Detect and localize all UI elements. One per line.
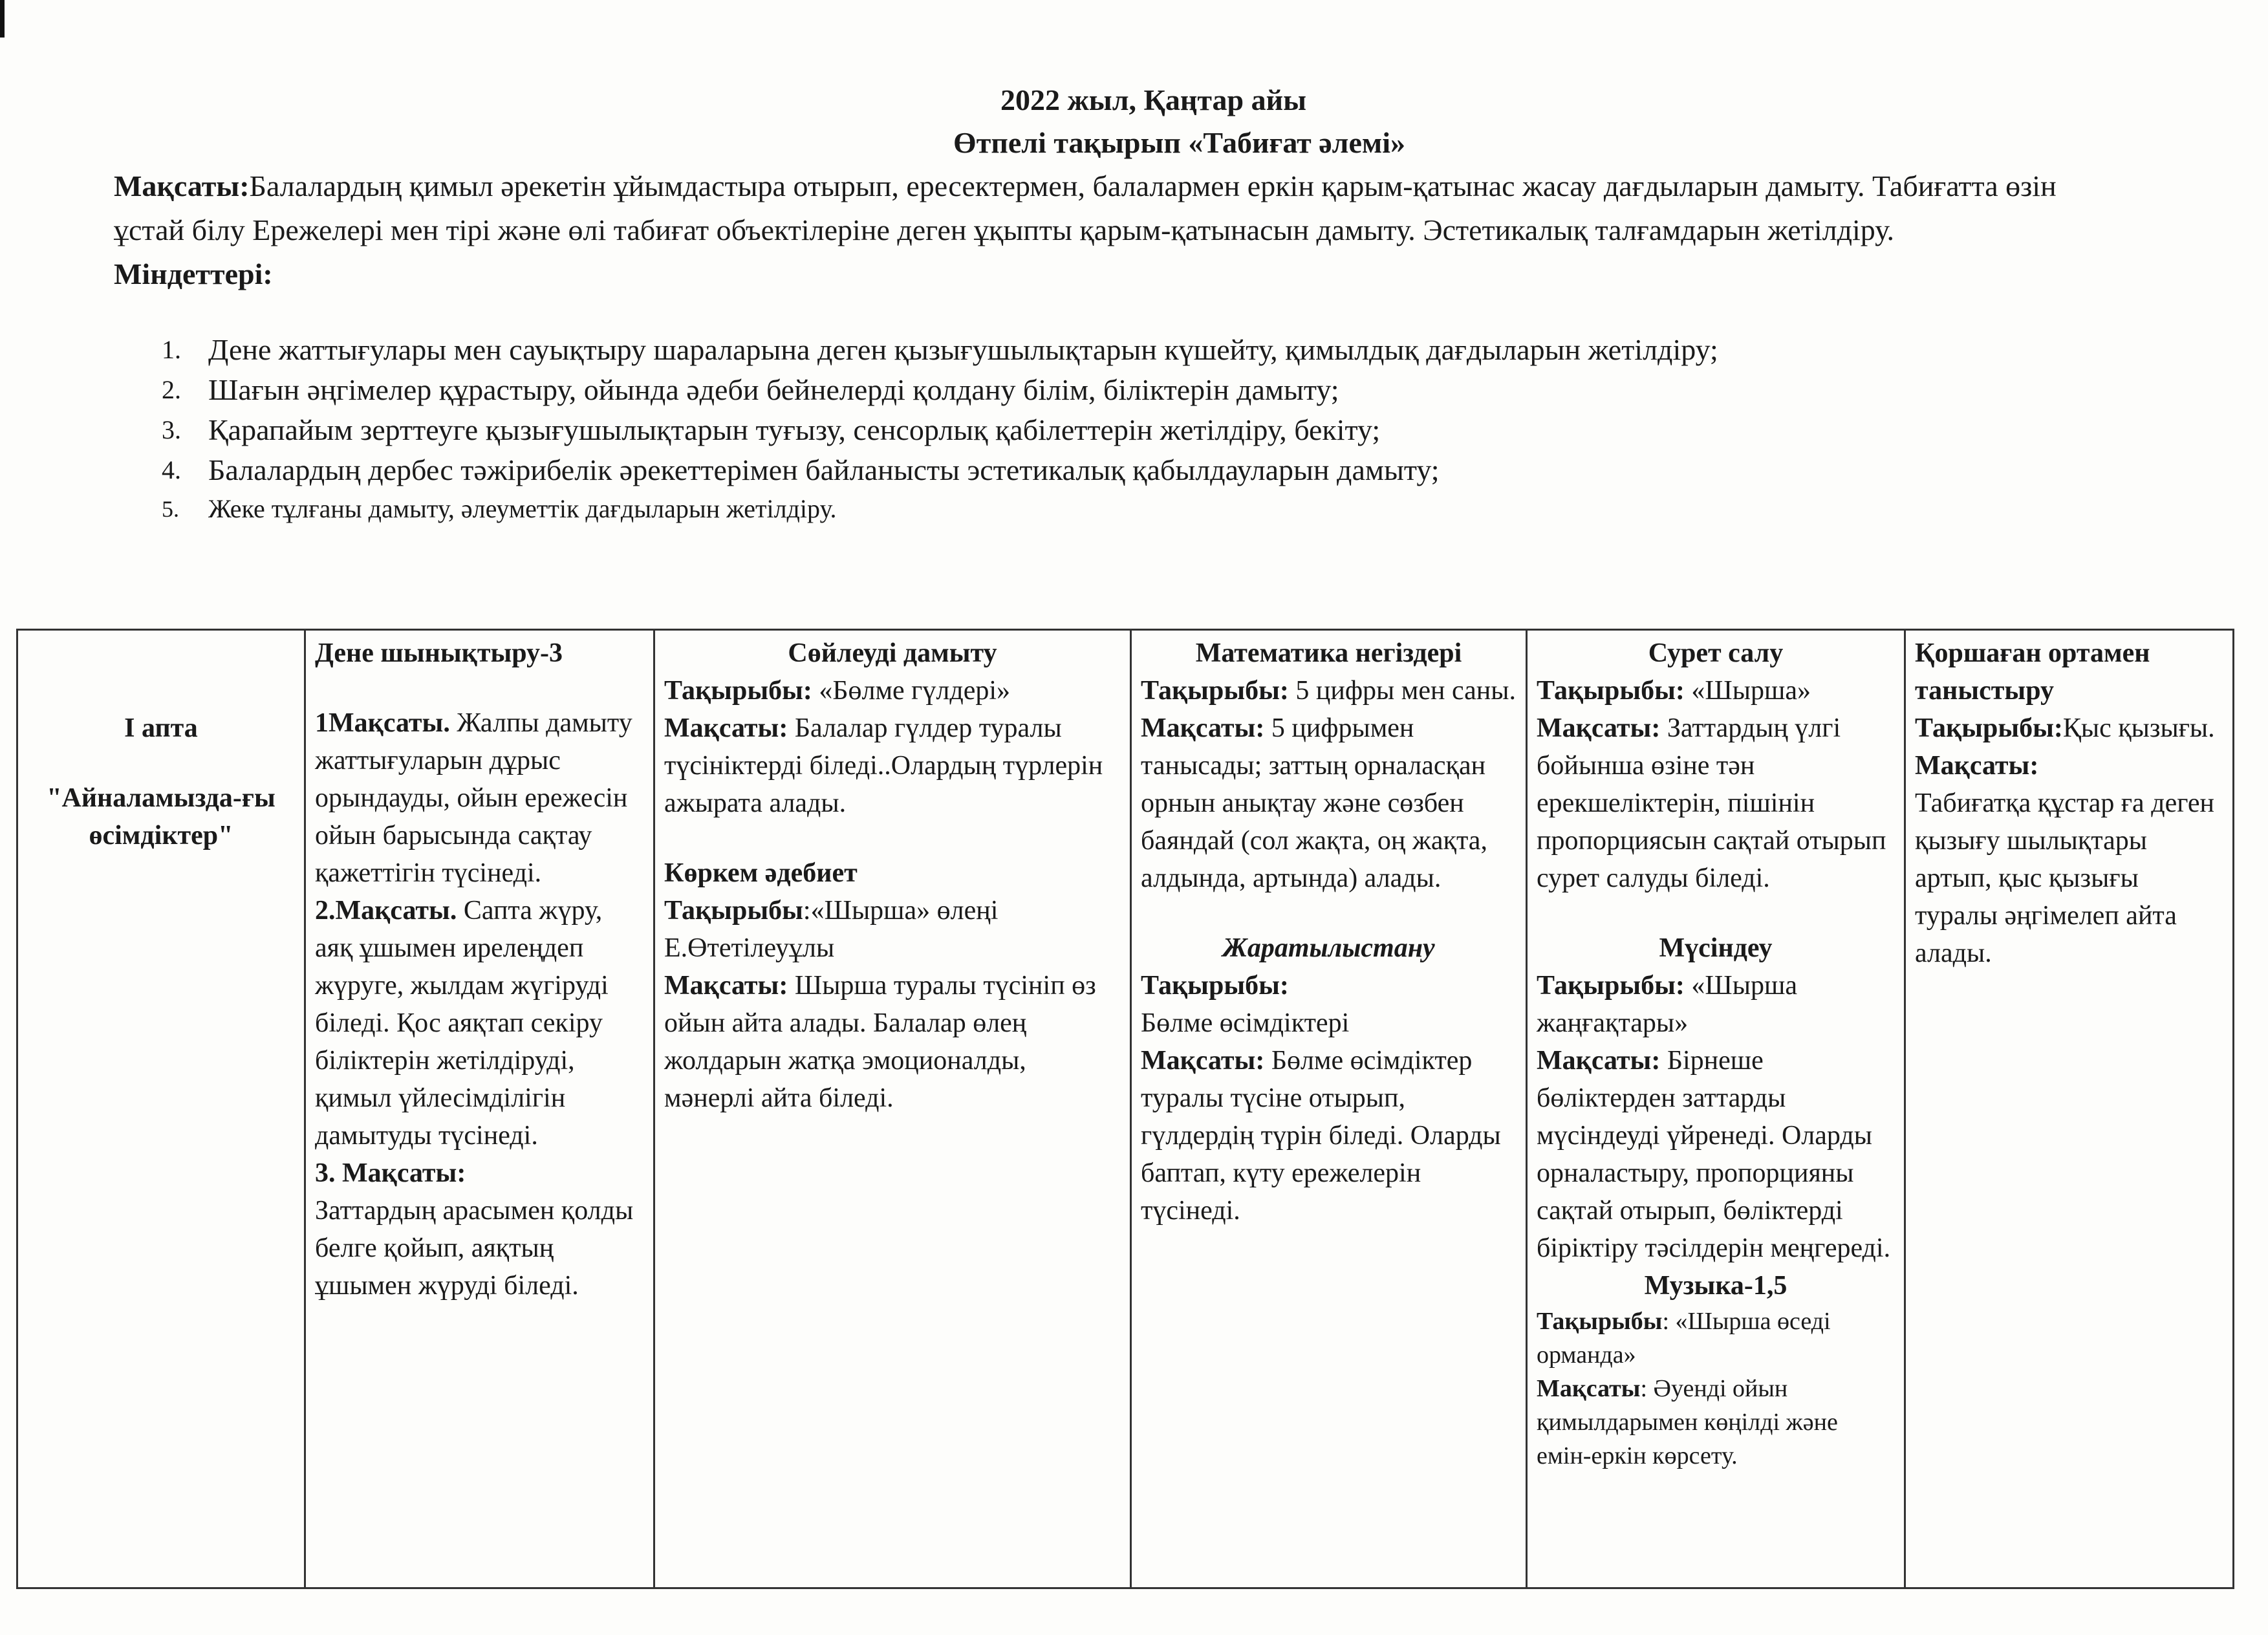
- music-topic: [1537, 1305, 1895, 1372]
- music-goal-text: : Әуенді ойын қимылдарымен көңілді және емін-еркін көрсету.: [1537, 1375, 1838, 1469]
- table-row: [17, 630, 2234, 1588]
- task-text: Жеке тұлғаны дамыту, әлеуметтік дағдыларын жетілдіру.: [208, 494, 837, 523]
- pe-goal-3-text: Заттардың арасымен қолды белге қойып, аяқтың ұшымен жүруді біледі.: [315, 1196, 634, 1301]
- nature-goal-text: Бөлме өсімдіктер туралы түсіне отырып, гүлдердің түрін біледі. Оларды баптап, күту ережелерін түсінеді.: [1141, 1046, 1501, 1226]
- literature-title: Көркем әдебиет: [664, 858, 858, 888]
- pe-goal-2-label: 2.Мақсаты.: [315, 896, 457, 926]
- sculpt-goal: [1537, 1042, 1895, 1267]
- task-item: [162, 330, 2037, 370]
- pe-goal-2: [315, 892, 644, 1154]
- literature-topic-text: :«Шырша» өлеңі Е.Өтетілеуұлы: [664, 896, 999, 963]
- week-cell: [17, 630, 305, 1588]
- task-number: 1.: [162, 335, 181, 364]
- speech-goal-text: Балалар гүлдер туралы түсініктерді біледі..Олардың түрлерін ажырата алады.: [664, 713, 1103, 818]
- literature-goal-label: Мақсаты:: [664, 971, 788, 1001]
- art-goal-label: Мақсаты:: [1537, 713, 1661, 743]
- document-title: 2022 жыл, Қаңтар айы: [1000, 83, 1307, 116]
- music-goal: [1537, 1372, 1895, 1473]
- pe-goal-1: [315, 704, 644, 892]
- sculpt-topic-text: «Шырша жаңғақтары»: [1537, 971, 1797, 1038]
- nature-goal-label: Мақсаты:: [1141, 1046, 1265, 1076]
- task-number: 5.: [162, 496, 179, 522]
- week-label: І апта: [124, 713, 198, 743]
- task-number: 4.: [162, 455, 181, 484]
- task-text: Шағын әңгімелер құрастыру, ойында әдеби бейнелерді қолдану білім, біліктерін дамыту;: [208, 373, 1339, 406]
- pe-goal-3-label: 3. Мақсаты:: [315, 1158, 466, 1188]
- goal-label: Мақсаты:: [114, 169, 250, 202]
- task-item: [162, 490, 2037, 528]
- document-subtitle: Өтпелі тақырып «Табиғат әлемі»: [953, 126, 1406, 159]
- speech-cell: [654, 630, 1131, 1588]
- music-goal-label: Мақсаты: [1537, 1375, 1641, 1402]
- environment-goal-label: Мақсаты:: [1915, 751, 2039, 781]
- speech-goal-label: Мақсаты:: [664, 713, 788, 743]
- environment-topic-label: Тақырыбы:: [1915, 713, 2063, 743]
- art-topic: [1537, 672, 1895, 709]
- nature-topic-text: Бөлме өсімдіктері: [1141, 1008, 1350, 1038]
- music-title: Музыка-1,5: [1644, 1271, 1787, 1301]
- task-text: Балалардың дербес тәжірибелік әрекеттерімен байланысты эстетикалық қабылдауларын дамыту;: [208, 453, 1440, 486]
- art-title: Сурет салу: [1648, 638, 1784, 668]
- art-goal: [1537, 709, 1895, 897]
- math-cell: [1131, 630, 1527, 1588]
- tasks-list: [162, 330, 2037, 528]
- speech-topic: [664, 672, 1121, 709]
- math-goal-label: Мақсаты:: [1141, 713, 1265, 743]
- scan-edge-mark: [0, 0, 5, 38]
- task-text: Дене жаттығулары мен сауықтыру шараларына деген қызығушылықтарын күшейту, қимылдық дағдыларын жетілдіру;: [208, 333, 1718, 366]
- pe-cell: [305, 630, 654, 1588]
- math-topic-text: 5 цифры мен саны.: [1288, 676, 1516, 706]
- nature-title: Жаратылыстану: [1222, 933, 1435, 963]
- task-number: 3.: [162, 415, 181, 444]
- pe-goal-1-label: 1Мақсаты.: [315, 708, 450, 738]
- math-goal-text: 5 цифрымен танысады; заттың орналасқан орнын анықтау және сөзбен баяндай (сол жақта, оң жақта, алдында, артында) алады.: [1141, 713, 1487, 893]
- weekly-plan-table: [16, 629, 2234, 1589]
- sculpt-topic-label: Тақырыбы:: [1537, 971, 1685, 1001]
- literature-goal-text: Шырша туралы түсініп өз ойын айта алады. Балалар өлең жолдарын жатқа эмоционалды, мәнерлі айта біледі.: [664, 971, 1096, 1113]
- pe-title: Дене шынықтыру-3: [315, 638, 563, 668]
- literature-topic: [664, 892, 1121, 967]
- sculpt-topic: [1537, 967, 1895, 1042]
- nature-topic-label: Тақырыбы:: [1141, 971, 1289, 1001]
- task-text: Қарапайым зерттеуге қызығушылықтарын туғызу, сенсорлық қабілеттерін жетілдіру, бекіту;: [208, 413, 1381, 446]
- environment-topic: [1915, 709, 2223, 747]
- nature-goal: [1141, 1042, 1517, 1229]
- art-topic-label: Тақырыбы:: [1537, 676, 1685, 706]
- week-theme: "Айналамызда-ғы өсімдіктер": [47, 783, 275, 850]
- art-goal-text: Заттардың үлгі бойынша өзіне тән ерекшеліктерін, пішінін пропорциясын сақтай отырып сурет салуды біледі.: [1537, 713, 1886, 893]
- pe-goal-2-text: Сапта жүру, аяқ ұшымен ирелеңдеп жүруге, жылдам жүгіруді біледі. Қос аяқтап секіру біліктерін жетілдіруді, қимыл үйлесімділігін дамытуды түсінеді.: [315, 896, 609, 1151]
- speech-title: Сөйлеуді дамыту: [788, 638, 997, 668]
- speech-goal: [664, 709, 1121, 822]
- art-cell: [1527, 630, 1905, 1588]
- math-topic-label: Тақырыбы:: [1141, 676, 1289, 706]
- math-goal: [1141, 709, 1517, 897]
- math-title: Математика негіздері: [1195, 638, 1462, 668]
- speech-topic-text: «Бөлме гүлдері»: [812, 676, 1011, 706]
- environment-cell: [1905, 630, 2234, 1588]
- environment-title: Қоршаған ортамен таныстыру: [1915, 638, 2150, 706]
- task-item: [162, 450, 2037, 490]
- sculpt-title: Мүсіндеу: [1659, 933, 1773, 963]
- sculpt-goal-text: Бірнеше бөліктерден заттарды мүсіндеуді үйренеді. Оларды орналастыру, пропорцияны сақтай отырып, бөліктерді біріктіру тәсілдерін меңгереді.: [1537, 1046, 1891, 1263]
- environment-topic-text: Қыс қызығы.: [2062, 713, 2215, 743]
- task-item: [162, 410, 2037, 450]
- tasks-label: Міндеттері:: [114, 257, 273, 290]
- goal-paragraph: [114, 164, 2073, 296]
- literature-goal: [664, 967, 1121, 1117]
- environment-goal-text: Табиғатқа құстар ға деген қызығу шылықтары артып, қыс қызығы туралы әңгімелеп айта алады.: [1915, 788, 2215, 968]
- music-topic-label: Тақырыбы: [1537, 1308, 1663, 1335]
- music-topic-text: : «Шырша өседі орманда»: [1537, 1308, 1831, 1369]
- task-item: [162, 370, 2037, 410]
- pe-goal-1-text: Жалпы дамыту жаттығуларын дұрыс орындауды, ойын ережесін ойын барысында сақтау қажеттігін түсінеді.: [315, 708, 632, 888]
- math-topic: [1141, 672, 1517, 709]
- speech-topic-label: Тақырыбы:: [664, 676, 812, 706]
- sculpt-goal-label: Мақсаты:: [1537, 1046, 1661, 1076]
- goal-text: Балалардың қимыл әрекетін ұйымдастыра отырып, ересектермен, балалармен еркін қарым-қатынас жасау дағдыларын дамыту. Табиғатта өзін ұстай білу Ережелері мен тірі және өлі табиғат объектілеріне деген ұқыпты қарым-қатынасын дамыту. Эстетикалық талғамдарын жетілдіру.: [114, 169, 2057, 246]
- task-number: 2.: [162, 375, 181, 404]
- art-topic-text: «Шырша»: [1684, 676, 1811, 706]
- literature-topic-label: Тақырыбы: [664, 896, 803, 926]
